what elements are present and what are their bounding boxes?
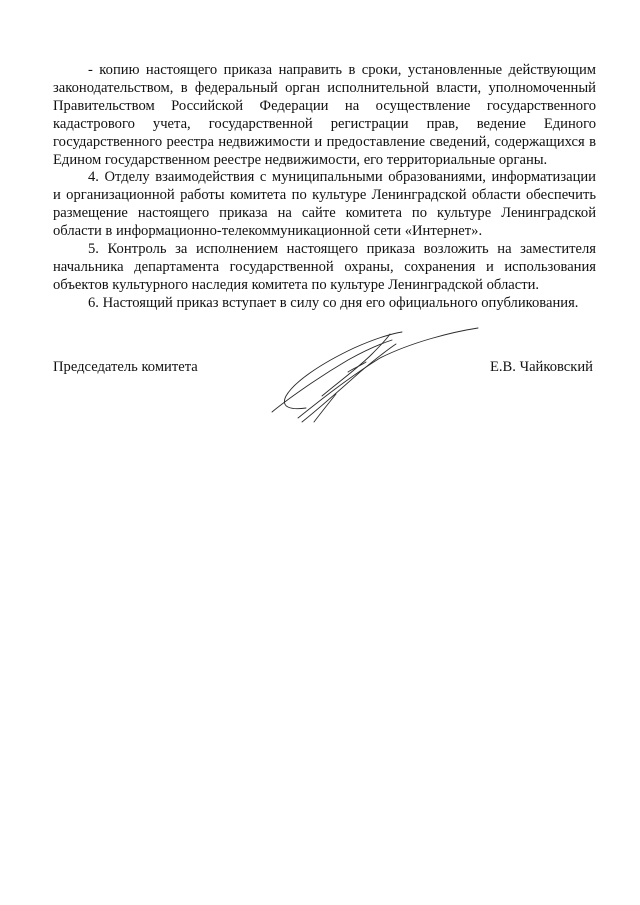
signature-stroke-6 [314,394,336,422]
signature-stroke-7 [348,362,366,372]
signatory-position: Председатель комитета [53,359,198,375]
signatory-name: Е.В. Чайковский [489,359,593,375]
paragraph-item-5: 5. Контроль за исполнением настоящего приказа возложить на заместителя начальника департамента государственной охраны, сохранения и использования объектов культурного наследия комитета по культуре Ленинградской области. [53,241,596,293]
signature-stroke-1 [284,332,402,409]
handwritten-signature [262,322,482,434]
signature-stroke-2 [272,340,392,412]
paragraph-item-6: 6. Настоящий приказ вступает в силу со дня его официального опубликования. [88,294,579,311]
paragraph-item-4: 4. Отделу взаимодействия с муниципальными образованиями, информатизации и организационной работы комитета по культуре Ленинградской области обеспечить размещение настоящего приказа на сайте комитета по культуре Ленинградской области в информационно-телекоммуникационной сети «Интернет». [53,169,596,240]
document-body [53,62,596,313]
signature-stroke-5 [302,344,396,422]
signature-stroke-4 [322,334,390,396]
paragraph-copy-distribution: - копию настоящего приказа направить в сроки, установленные действующим законодательством, в федеральный орган исполнительной власти, уполномоченный Правительством Российской Федерации на осуществление государственного кадастрового учета, государственной регистрации прав, ведение Единого государственного реестра недвижимости и предоставление сведений, содержащихся в Едином государственном реестре недвижимости, его территориальные органы. [53,62,596,168]
